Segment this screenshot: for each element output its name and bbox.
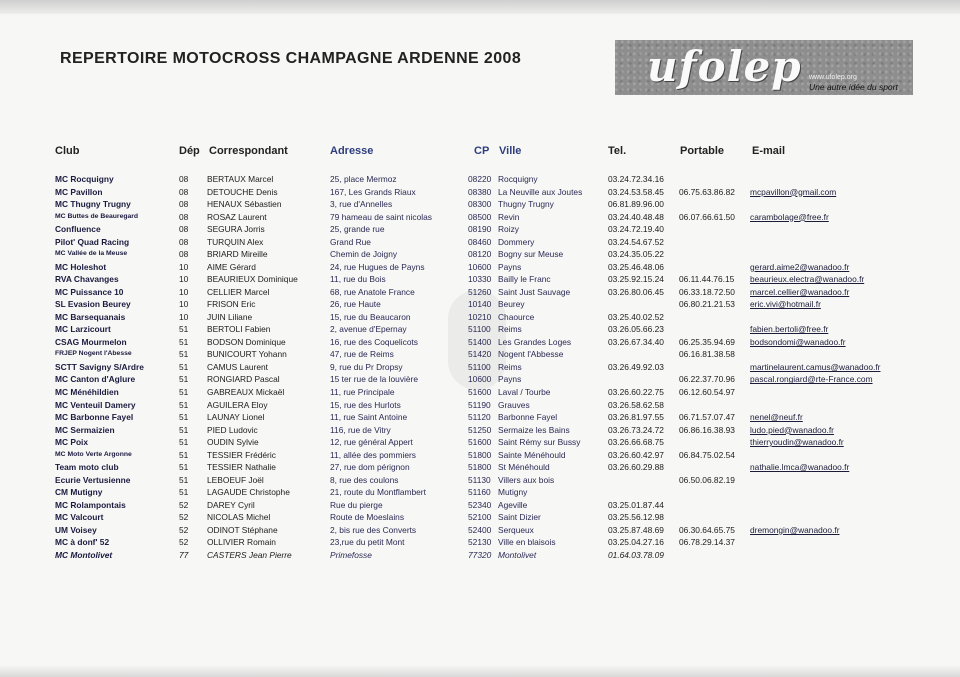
correspondant-cell: LEBOEUF Joël	[207, 474, 264, 485]
table-row	[0, 361, 960, 373]
header-ville: Ville	[499, 145, 522, 157]
correspondant-cell: HENAUX Sébastien	[207, 199, 282, 210]
address-cell: Rue du pierge	[330, 499, 383, 510]
club-name: MC Thugny Trugny	[55, 199, 131, 210]
tel-cell: 03.26.05.66.23	[608, 324, 664, 335]
address-cell: 9, rue du Pr Dropsy	[330, 361, 403, 372]
tel-cell: 03.26.80.06.45	[608, 286, 664, 297]
dep-cell: 51	[179, 361, 189, 372]
ville-cell: Nogent l'Abbesse	[498, 349, 564, 360]
dep-cell: 51	[179, 336, 189, 347]
address-cell: 11, allée des pommiers	[330, 449, 416, 460]
dep-cell: 08	[179, 199, 189, 210]
address-cell: 8, rue des coulons	[330, 474, 399, 485]
dep-cell: 08	[179, 236, 189, 247]
email-link[interactable]: mcpavillon@gmail.com	[750, 186, 837, 197]
club-name: MC Puissance 10	[55, 286, 124, 297]
address-cell: 24, rue Hugues de Payns	[330, 261, 425, 272]
dep-cell: 10	[179, 311, 189, 322]
club-name: MC Canton d'Aglure	[55, 374, 136, 385]
correspondant-cell: GABREAUX Mickaël	[207, 387, 285, 397]
cp-cell: 52400	[468, 524, 492, 535]
ville-cell: Payns	[498, 261, 522, 272]
header-portable: Portable	[680, 145, 725, 157]
club-name: MC Vallée de la Meuse	[55, 250, 128, 258]
correspondant-cell: NICOLAS Michel	[207, 512, 271, 523]
table-row	[0, 323, 960, 335]
address-cell: Route de Moeslains	[330, 512, 405, 523]
correspondant-cell: FRISON Eric	[207, 299, 256, 310]
table-row	[0, 236, 960, 248]
table-row	[0, 173, 960, 185]
ville-cell: Mutigny	[498, 487, 528, 498]
cp-cell: 51600	[468, 387, 492, 397]
cp-cell: 08380	[468, 186, 492, 197]
cp-cell: 08120	[468, 249, 492, 260]
correspondant-cell: JUIN Liliane	[207, 311, 253, 322]
email-link[interactable]: pascal.rongiard@rte-France.com	[750, 374, 873, 385]
tel-cell: 03.25.56.12.98	[608, 512, 664, 523]
address-cell: Grand Rue	[330, 236, 371, 247]
correspondant-cell: ODINOT Stéphane	[207, 524, 278, 535]
tel-cell: 03.26.49.92.03	[608, 361, 664, 372]
club-name: MC Valcourt	[55, 512, 104, 523]
club-name: MC Rolampontais	[55, 499, 126, 510]
cp-cell: 08300	[468, 199, 492, 210]
correspondant-cell: BODSON Dominique	[207, 336, 286, 347]
table-row	[0, 499, 960, 511]
dep-cell: 08	[179, 186, 189, 197]
correspondant-cell: CELLIER Marcel	[207, 286, 270, 297]
dep-cell: 52	[179, 499, 189, 510]
cp-cell: 52130	[468, 537, 492, 548]
ville-cell: La Neuville aux Joutes	[498, 186, 583, 197]
ville-cell: Ville en blaisois	[498, 537, 556, 548]
ville-cell: Serqueux	[498, 524, 534, 535]
dep-cell: 52	[179, 512, 189, 523]
email-link[interactable]: carambolage@free.fr	[750, 211, 829, 222]
page-edge-bottom	[0, 665, 960, 677]
ville-cell: Sermaize les Bains	[498, 424, 570, 435]
correspondant-cell: LAGAUDE Christophe	[207, 487, 290, 498]
portable-cell: 06.07.66.61.50	[679, 211, 735, 222]
tel-cell: 03.25.04.27.16	[608, 537, 664, 548]
header-email: E-mail	[752, 145, 786, 157]
correspondant-cell: RONGIARD Pascal	[207, 374, 280, 385]
portable-cell: 06.30.64.65.75	[679, 524, 735, 535]
portable-cell: 06.22.37.70.96	[679, 374, 735, 385]
cp-cell: 08500	[468, 211, 492, 222]
cp-cell: 51420	[468, 349, 492, 360]
table-row	[0, 261, 960, 273]
ville-cell: Thugny Trugny	[498, 199, 554, 210]
table-row	[0, 536, 960, 548]
ville-cell: Grauves	[498, 399, 530, 410]
ville-cell: Rocquigny	[498, 174, 538, 184]
club-name: Confluence	[55, 224, 101, 235]
club-name: SCTT Savigny S/Ardre	[55, 361, 144, 372]
club-name: MC Ménéhildien	[55, 387, 119, 397]
club-name: MC Montolivet	[55, 549, 113, 560]
cp-cell: 51250	[468, 424, 492, 435]
portable-cell: 06.80.21.21.53	[679, 299, 735, 310]
ville-cell: Roizy	[498, 224, 519, 235]
dep-cell: 51	[179, 437, 189, 448]
tel-cell: 03.26.60.22.75	[608, 387, 664, 397]
correspondant-cell: BERTAUX Marcel	[207, 174, 274, 184]
cp-cell: 08220	[468, 174, 492, 184]
email-link[interactable]: nathalie.lmca@wanadoo.fr	[750, 462, 850, 473]
header-adresse: Adresse	[330, 145, 374, 157]
correspondant-cell: OUDIN Sylvie	[207, 437, 259, 448]
ville-cell: Villers aux bois	[498, 474, 555, 485]
table-row	[0, 461, 960, 473]
cp-cell: 08460	[468, 236, 492, 247]
correspondant-cell: TESSIER Frédéric	[207, 449, 276, 460]
portable-cell: 06.71.57.07.47	[679, 412, 735, 423]
ufolep-logo	[615, 40, 913, 95]
tel-cell: 03.26.67.34.40	[608, 336, 664, 347]
correspondant-cell: TESSIER Nathalie	[207, 462, 276, 473]
table-row	[0, 549, 960, 561]
address-cell: 16, rue des Coquelicots	[330, 336, 418, 347]
address-cell: 15, rue du Beaucaron	[330, 311, 411, 322]
correspondant-cell: AGUILERA Eloy	[207, 399, 268, 410]
tel-cell: 03.24.54.67.52	[608, 236, 664, 247]
dep-cell: 51	[179, 349, 189, 360]
email-link[interactable]: fabien.bertoli@free.fr	[750, 324, 829, 335]
table-row	[0, 348, 960, 360]
dep-cell: 08	[179, 174, 189, 184]
address-cell: 15, rue des Hurlots	[330, 399, 401, 410]
table-row	[0, 436, 960, 448]
cp-cell: 51120	[468, 412, 491, 423]
tel-cell: 03.26.81.97.55	[608, 412, 664, 423]
email-link[interactable]: thierryoudin@wanadoo.fr	[750, 437, 844, 448]
cp-cell: 10140	[468, 299, 492, 310]
correspondant-cell: CAMUS Laurent	[207, 361, 268, 372]
club-name: MC Sermaizien	[55, 424, 115, 435]
address-cell: 15 ter rue de la louvière	[330, 374, 418, 385]
cp-cell: 51800	[468, 449, 492, 460]
dep-cell: 51	[179, 474, 189, 485]
dep-cell: 51	[179, 387, 189, 397]
dep-cell: 52	[179, 537, 189, 548]
address-cell: 47, rue de Reims	[330, 349, 394, 360]
tel-cell: 03.24.35.05.22	[608, 249, 664, 260]
portable-cell: 06.11.44.76.15	[679, 274, 735, 285]
club-name: MC Holeshot	[55, 261, 107, 272]
table-row	[0, 198, 960, 210]
tel-cell: 03.24.72.34.16	[608, 174, 664, 184]
email-link[interactable]: eric.vivi@hotmail.fr	[750, 299, 821, 310]
portable-cell: 06.12.60.54.97	[679, 387, 735, 397]
address-cell: 26, rue Haute	[330, 299, 381, 310]
address-cell: 11, rue Principale	[330, 387, 395, 397]
correspondant-cell: BUNICOURT Yohann	[207, 349, 287, 360]
ville-cell: Beurey	[498, 299, 525, 310]
address-cell: 2, bis rue des Converts	[330, 524, 417, 535]
club-name: MC Poix	[55, 437, 89, 448]
ville-cell: Revin	[498, 211, 520, 222]
table-row	[0, 424, 960, 436]
header-tel: Tel.	[608, 145, 627, 157]
ville-cell: Dommery	[498, 236, 535, 247]
tel-cell: 03.24.53.58.45	[608, 186, 664, 197]
table-row	[0, 411, 960, 423]
club-name: Pilot' Quad Racing	[55, 236, 130, 247]
club-name: MC Venteuil Damery	[55, 399, 136, 410]
portable-cell: 06.78.29.14.37	[679, 537, 735, 548]
tel-cell: 03.26.73.24.72	[608, 424, 664, 435]
tel-cell: 03.26.66.68.75	[608, 437, 664, 448]
correspondant-cell: TURQUIN Alex	[207, 236, 264, 247]
logo-word: ufolep	[647, 42, 802, 91]
dep-cell: 10	[179, 274, 189, 285]
page-title: REPERTOIRE MOTOCROSS CHAMPAGNE ARDENNE 2008	[60, 50, 522, 67]
address-cell: Primefosse	[330, 549, 372, 560]
ville-cell: Barbonne Fayel	[498, 412, 558, 423]
correspondant-cell: PIED Ludovic	[207, 424, 258, 435]
cp-cell: 08190	[468, 224, 492, 235]
correspondant-cell: BRIARD Mireille	[207, 249, 268, 260]
email-link[interactable]: nenel@neuf.fr	[750, 412, 803, 423]
club-name: MC à donf' 52	[55, 537, 110, 548]
address-cell: 167, Les Grands Riaux	[330, 186, 416, 197]
tel-cell: 01.64.03.78.09	[608, 549, 664, 560]
table-row	[0, 524, 960, 536]
ville-cell: Reims	[498, 324, 522, 335]
ville-cell: Sainte Ménéhould	[498, 449, 566, 460]
dep-cell: 08	[179, 211, 189, 222]
club-name: SL Evasion Beurey	[55, 299, 131, 310]
dep-cell: 08	[179, 224, 189, 235]
club-name: MC Pavillon	[55, 186, 103, 197]
header-cp: CP	[474, 145, 490, 157]
table-row	[0, 186, 960, 198]
portable-cell: 06.84.75.02.54	[679, 449, 735, 460]
table-row	[0, 449, 960, 461]
club-name: FRJEP Nogent l'Abesse	[55, 350, 132, 358]
tel-cell: 03.25.87.48.69	[608, 524, 664, 535]
address-cell: 68, rue Anatole France	[330, 286, 415, 297]
ville-cell: Saint Dizier	[498, 512, 541, 523]
dep-cell: 51	[179, 487, 189, 498]
table-row	[0, 373, 960, 385]
club-name: MC Rocquigny	[55, 174, 114, 184]
address-cell: Chemin de Joigny	[330, 249, 398, 260]
cp-cell: 52340	[468, 499, 492, 510]
correspondant-cell: BEAURIEUX Dominique	[207, 274, 298, 285]
portable-cell: 06.50.06.82.19	[679, 474, 735, 485]
address-cell: 27, rue dom pérignon	[330, 462, 410, 473]
club-name: MC Buttes de Beauregard	[55, 212, 139, 220]
dep-cell: 51	[179, 374, 189, 385]
tel-cell: 03.25.01.87.44	[608, 499, 664, 510]
ville-cell: Les Grandes Loges	[498, 336, 572, 347]
email-link[interactable]: beaurieux.electra@wanadoo.fr	[750, 274, 865, 285]
ville-cell: Ageville	[498, 499, 528, 510]
cp-cell: 51160	[468, 487, 491, 498]
correspondant-cell: BERTOLI Fabien	[207, 324, 271, 335]
cp-cell: 51260	[468, 286, 492, 297]
address-cell: 23,rue du petit Mont	[330, 537, 405, 548]
email-link[interactable]: ludo.pied@wanadoo.fr	[750, 424, 834, 435]
email-link[interactable]: dremongin@wanadoo.fr	[750, 524, 840, 535]
dep-cell: 51	[179, 462, 189, 473]
address-cell: 2, avenue d'Epernay	[330, 324, 407, 335]
club-name: CSAG Mourmelon	[55, 336, 127, 347]
ville-cell: Saint Just Sauvage	[498, 286, 571, 297]
cp-cell: 10600	[468, 261, 492, 272]
table-row	[0, 223, 960, 235]
club-name: CM Mutigny	[55, 487, 103, 498]
cp-cell: 52100	[468, 512, 492, 523]
correspondant-cell: DAREY Cyril	[207, 499, 255, 510]
cp-cell: 51190	[468, 399, 491, 410]
club-name: UM Voisey	[55, 524, 97, 535]
dep-cell: 08	[179, 249, 189, 260]
ville-cell: Saint Rémy sur Bussy	[498, 437, 581, 448]
table-row	[0, 211, 960, 223]
correspondant-cell: OLLIVIER Romain	[207, 537, 276, 548]
cp-cell: 10330	[468, 274, 492, 285]
dep-cell: 51	[179, 449, 189, 460]
club-name: RVA Chavanges	[55, 274, 119, 285]
dep-cell: 51	[179, 424, 189, 435]
email-link[interactable]: martinelaurent.camus@wanadoo.fr	[750, 361, 881, 372]
ville-cell: St Ménéhould	[498, 462, 550, 473]
portable-cell: 06.33.18.72.50	[679, 286, 735, 297]
logo-tagline: Une autre idée du sport	[809, 82, 898, 92]
cp-cell: 51400	[468, 336, 492, 347]
email-link[interactable]: gerard.aime2@wanadoo.fr	[750, 261, 850, 272]
table-row	[0, 336, 960, 348]
dep-cell: 77	[179, 549, 189, 560]
email-link[interactable]: marcel.cellier@wanadoo.fr	[750, 286, 850, 297]
correspondant-cell: SEGURA Jorris	[207, 224, 265, 235]
address-cell: 12, rue général Appert	[330, 437, 413, 448]
portable-cell: 06.16.81.38.58	[679, 349, 735, 360]
club-name: MC Barbonne Fayel	[55, 412, 134, 423]
ville-cell: Bogny sur Meuse	[498, 249, 564, 260]
table-row	[0, 248, 960, 260]
tel-cell: 03.25.46.48.06	[608, 261, 664, 272]
cp-cell: 10600	[468, 374, 492, 385]
address-cell: 79 hameau de saint nicolas	[330, 211, 432, 222]
table-row	[0, 311, 960, 323]
club-name: MC Moto Verte Argonne	[55, 450, 132, 458]
club-name: MC Barsequanais	[55, 311, 126, 322]
dep-cell: 51	[179, 324, 189, 335]
tel-cell: 03.25.92.15.24	[608, 274, 664, 285]
club-name: Ecurie Vertusienne	[55, 474, 131, 485]
ville-cell: Payns	[498, 374, 522, 385]
page-edge-top	[0, 0, 960, 14]
table-row	[0, 486, 960, 498]
address-cell: 21, route du Montflambert	[330, 487, 426, 498]
portable-cell: 06.25.35.94.69	[679, 336, 735, 347]
dep-cell: 52	[179, 524, 189, 535]
club-name: MC Larzicourt	[55, 324, 111, 335]
tel-cell: 06.81.89.96.00	[608, 199, 664, 210]
header-dep: Dép	[179, 145, 200, 157]
correspondant-cell: DETOUCHE Denis	[207, 186, 278, 197]
tel-cell: 03.26.60.42.97	[608, 449, 664, 460]
address-cell: 3, rue d'Annelles	[330, 199, 393, 210]
dep-cell: 10	[179, 261, 189, 272]
tel-cell: 03.24.72.19.40	[608, 224, 664, 235]
email-link[interactable]: bodsondomi@wanadoo.fr	[750, 336, 846, 347]
address-cell: 11, rue Saint Antoine	[330, 412, 408, 423]
table-row	[0, 511, 960, 523]
header-club: Club	[55, 145, 80, 157]
tel-cell: 03.24.40.48.48	[608, 211, 664, 222]
dep-cell: 51	[179, 399, 189, 410]
ville-cell: Laval / Tourbe	[498, 387, 551, 397]
logo-url: www.ufolep.org	[809, 74, 857, 81]
table-row	[0, 286, 960, 298]
cp-cell: 51800	[468, 462, 492, 473]
cp-cell: 51130	[468, 474, 491, 485]
portable-cell: 06.86.16.38.93	[679, 424, 735, 435]
ville-cell: Chaource	[498, 311, 535, 322]
tel-cell: 03.26.58.62.58	[608, 399, 664, 410]
correspondant-cell: AIME Gérard	[207, 261, 256, 272]
ville-cell: Reims	[498, 361, 522, 372]
dep-cell: 10	[179, 299, 189, 310]
cp-cell: 51100	[468, 361, 491, 372]
address-cell: 11, rue du Bois	[330, 274, 386, 285]
table-row	[0, 273, 960, 285]
cp-cell: 51600	[468, 437, 492, 448]
header-correspondant: Correspondant	[209, 145, 288, 157]
address-cell: 116, rue de Vitry	[330, 424, 391, 435]
dep-cell: 51	[179, 412, 189, 423]
address-cell: 25, grande rue	[330, 224, 385, 235]
table-row	[0, 474, 960, 486]
cp-cell: 77320	[468, 549, 492, 560]
club-name: Team moto club	[55, 462, 119, 473]
dep-cell: 10	[179, 286, 189, 297]
tel-cell: 03.25.40.02.52	[608, 311, 664, 322]
cp-cell: 51100	[468, 324, 491, 335]
tel-cell: 03.26.60.29.88	[608, 462, 664, 473]
table-row	[0, 386, 960, 398]
correspondant-cell: CASTERS Jean Pierre	[207, 549, 292, 560]
ville-cell: Bailly le Franc	[498, 274, 551, 285]
cp-cell: 10210	[468, 311, 492, 322]
correspondant-cell: LAUNAY Lionel	[207, 412, 265, 423]
table-row	[0, 298, 960, 310]
portable-cell: 06.75.63.86.82	[679, 186, 735, 197]
address-cell: 25, place Mermoz	[330, 174, 397, 184]
table-row	[0, 399, 960, 411]
correspondant-cell: ROSAZ Laurent	[207, 211, 267, 222]
ville-cell: Montolivet	[498, 549, 537, 560]
